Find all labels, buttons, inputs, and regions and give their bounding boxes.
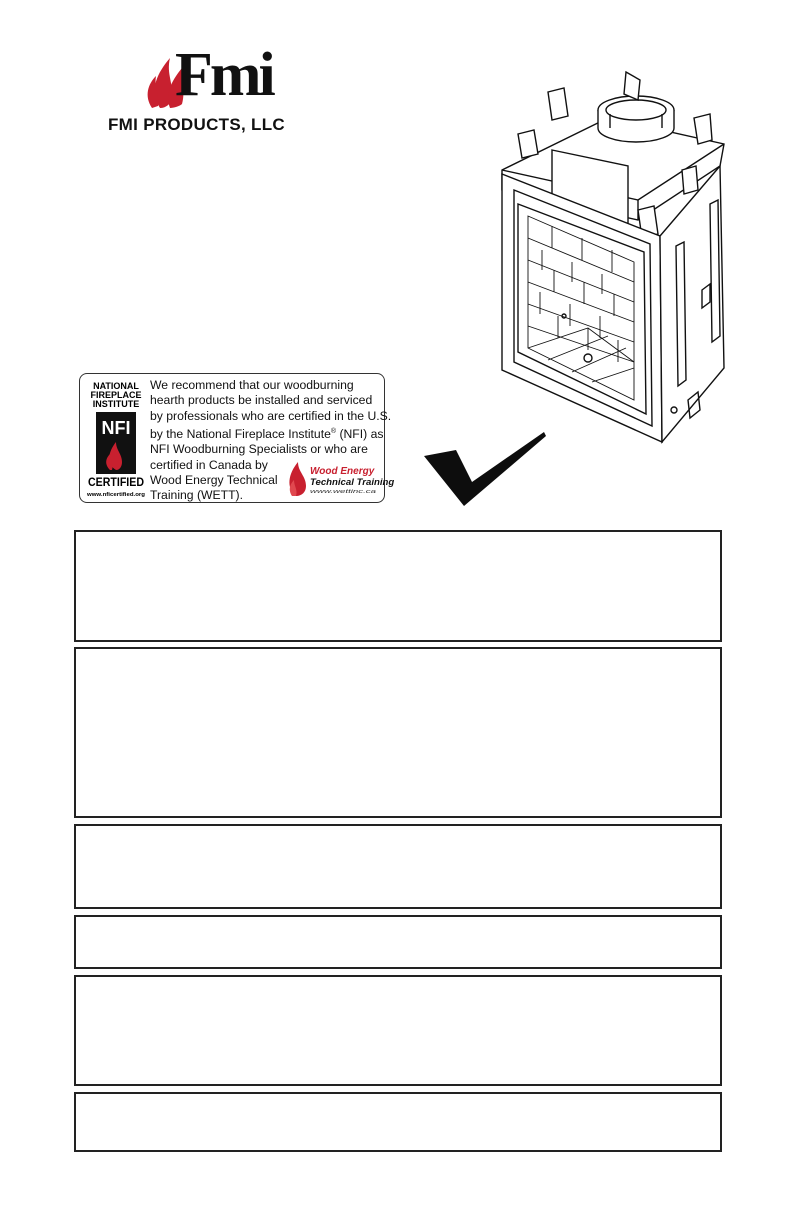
nfi-badge-line3: INSTITUTE <box>92 399 140 409</box>
fireplace-illustration <box>488 70 740 442</box>
nfi-certified-badge <box>86 380 146 498</box>
nfi-badge-line1: NATIONAL <box>93 381 139 391</box>
nfi-badge-url: www.nficertified.org <box>85 492 146 498</box>
wett-line1: Wood Energy <box>310 466 375 477</box>
nfi-badge-mark: NFI <box>101 418 131 438</box>
nfi-statement-line: Training (WETT). <box>150 488 243 503</box>
wett-line2: Technical Training <box>310 477 395 488</box>
nfi-statement-line: by the National Fireplace Institute <box>150 426 331 441</box>
nfi-statement-line: hearth products be installed and serviced <box>150 393 373 408</box>
nfi-statement-line: certified in Canada by <box>150 457 268 472</box>
nfi-statement-line: Wood Energy Technical <box>150 472 278 487</box>
notice-box <box>74 1092 722 1152</box>
nfi-statement-line: We recommend that our woodburning <box>150 378 354 392</box>
nfi-recommendation-card <box>79 373 395 503</box>
nfi-badge-certified: CERTIFIED <box>88 477 144 489</box>
flame-icon <box>289 462 306 496</box>
notice-box <box>74 530 722 642</box>
wett-url: www.wettinc.ca <box>310 489 376 495</box>
logo-mark-text: Fmi <box>175 41 273 109</box>
nfi-statement-line-with-mark <box>150 424 382 442</box>
nfi-statement-line-suffix: (NFI) as <box>336 426 384 441</box>
company-name: FMI PRODUCTS, LLC <box>108 115 285 134</box>
nfi-statement-line: NFI Woodburning Specialists or who are <box>150 442 368 457</box>
registered-mark: ® <box>330 427 337 435</box>
notice-box <box>74 975 722 1086</box>
checkmark-icon <box>424 430 548 508</box>
notice-box <box>74 915 722 969</box>
notice-box <box>74 647 722 818</box>
nfi-statement-line: by professionals who are certified in the U.S. <box>150 408 392 423</box>
wett-logo <box>286 454 395 498</box>
nfi-badge-line2: FIREPLACE <box>90 390 142 400</box>
notice-box <box>74 824 722 909</box>
